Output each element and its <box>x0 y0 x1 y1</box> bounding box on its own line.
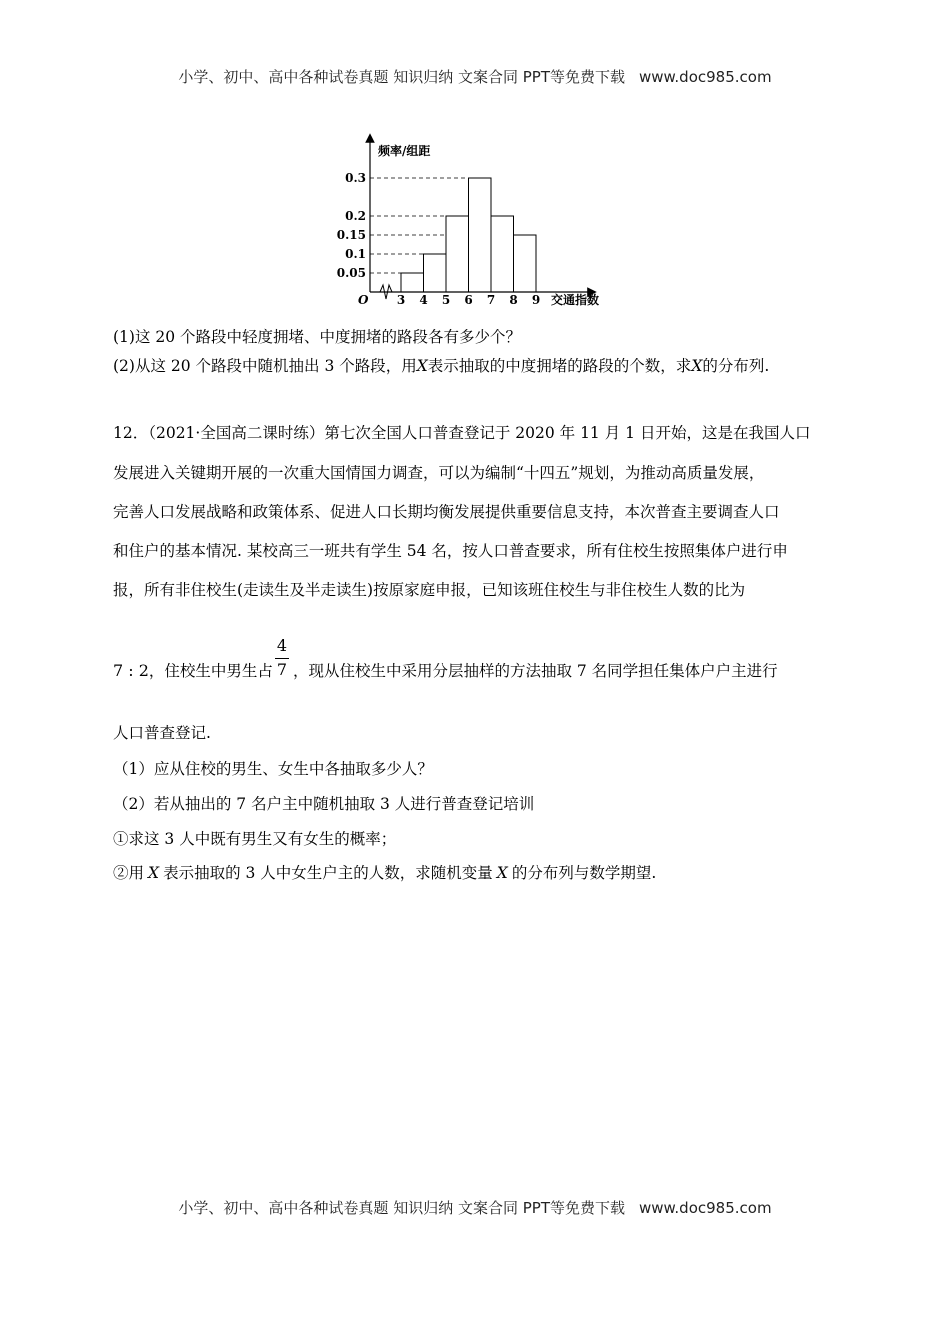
q12-ratio: 7 : 2 <box>113 661 149 680</box>
q12-var-x2: X <box>496 864 508 882</box>
page-header <box>0 66 950 87</box>
q12-line6-b: ，现从住校生中采用分层抽样的方法抽取 7 名同学担任集体户户主进行 <box>292 662 778 680</box>
q12-line6 <box>113 661 778 681</box>
q12-line6-a: ，住校生中男生占 <box>148 662 273 680</box>
header-text: 小学、初中、高中各种试卷真题 知识归纳 文案合同 PPT等免费下载 <box>178 68 625 86</box>
q11-part2-a: (2)从这 20 个路段中随机抽出 3 个路段，用 <box>113 357 417 375</box>
q12-line4: 和住户的基本情况. 某校高三一班共有学生 54 名，按人口普查要求，所有住校生按照集体户进行申 <box>113 542 788 560</box>
footer-site[interactable]: www.doc985.com <box>638 1199 772 1217</box>
fraction-bar <box>275 658 289 659</box>
x-axis-label: 交通指数 <box>551 293 600 307</box>
histogram-bar-7-8 <box>491 216 514 292</box>
q12-sub2-2-b: 表示抽取的 3 人中女生户主的人数，求随机变量 <box>163 864 493 882</box>
q12-line3: 完善人口发展战略和政策体系、促进人口长期均衡发展提供重要信息支持，本次普查主要调查人口 <box>113 503 780 521</box>
q12-sub2: （2）若从抽出的 7 名户主中随机抽取 3 人进行普查登记培训 <box>113 795 535 813</box>
y-tick-0.05: 0.05 <box>336 266 366 280</box>
y-tick-labels <box>337 171 366 280</box>
x-tick-6: 6 <box>464 293 473 307</box>
q11-part1: (1)这 20 个路段中轻度拥堵、中度拥堵的路段各有多少个？ <box>113 328 522 346</box>
q11-var-x: X <box>416 357 428 375</box>
histogram-bar-3-4 <box>401 273 424 292</box>
q11-part2 <box>113 356 769 376</box>
origin-label: O <box>358 293 369 307</box>
q11-var-x2: X <box>691 357 703 375</box>
histogram-bar-6-7 <box>469 178 492 292</box>
q12-sub2-2-a: ②用 <box>113 864 145 882</box>
q11-part2-b: 表示抽取的中度拥堵的路段的个数，求 <box>427 357 692 375</box>
histogram-chart <box>336 130 630 310</box>
x-tick-4: 4 <box>419 293 428 307</box>
q12-sub2-2-c: 的分布列与数学期望. <box>511 864 657 882</box>
footer-text: 小学、初中、高中各种试卷真题 知识归纳 文案合同 PPT等免费下载 <box>178 1199 625 1217</box>
q12-sub1: （1）应从住校的男生、女生中各抽取多少人？ <box>113 760 433 778</box>
x-tick-8: 8 <box>509 293 518 307</box>
x-tick-3: 3 <box>396 293 406 307</box>
y-tick-0.1: 0.1 <box>345 247 366 261</box>
q12-line1: 12．（2021·全国高二课时练）第七次全国人口普查登记于 2020 年 11 月 1 日开始，这是在我国人口 <box>113 424 811 442</box>
x-tick-7: 7 <box>486 293 496 307</box>
q12-line7: 人口普查登记. <box>113 724 211 742</box>
q12-line5: 报，所有非住校生(走读生及半走读生)按原家庭申报，已知该班住校生与非住校生人数的比为 <box>113 581 746 599</box>
y-tick-0.2: 0.2 <box>345 209 366 223</box>
page-footer <box>0 1197 950 1218</box>
x-tick-5: 5 <box>441 293 451 307</box>
histogram-bar-8-9 <box>514 235 537 292</box>
q11-part2-c: 的分布列. <box>702 357 770 375</box>
y-tick-0.3: 0.3 <box>345 171 366 185</box>
q12-line2: 发展进入关键期开展的一次重大国情国力调查，可以为编制“十四五”规划，为推动高质量发展， <box>113 464 765 482</box>
q12-var-x: X <box>148 864 160 882</box>
y-tick-0.15: 0.15 <box>336 228 366 242</box>
q12-sub2-2 <box>113 863 656 883</box>
fraction-denominator: 7 <box>276 660 288 679</box>
x-tick-9: 9 <box>531 293 541 307</box>
header-site[interactable]: www.doc985.com <box>638 68 772 86</box>
x-tick-labels <box>397 293 540 307</box>
histogram-bar-5-6 <box>446 216 469 292</box>
y-axis-label: 频率/组距 <box>378 144 431 158</box>
q12-sub2-1: ①求这 3 人中既有男生又有女生的概率； <box>113 830 397 848</box>
fraction-numerator: 4 <box>276 636 288 655</box>
histogram-bar-4-5 <box>424 254 447 292</box>
